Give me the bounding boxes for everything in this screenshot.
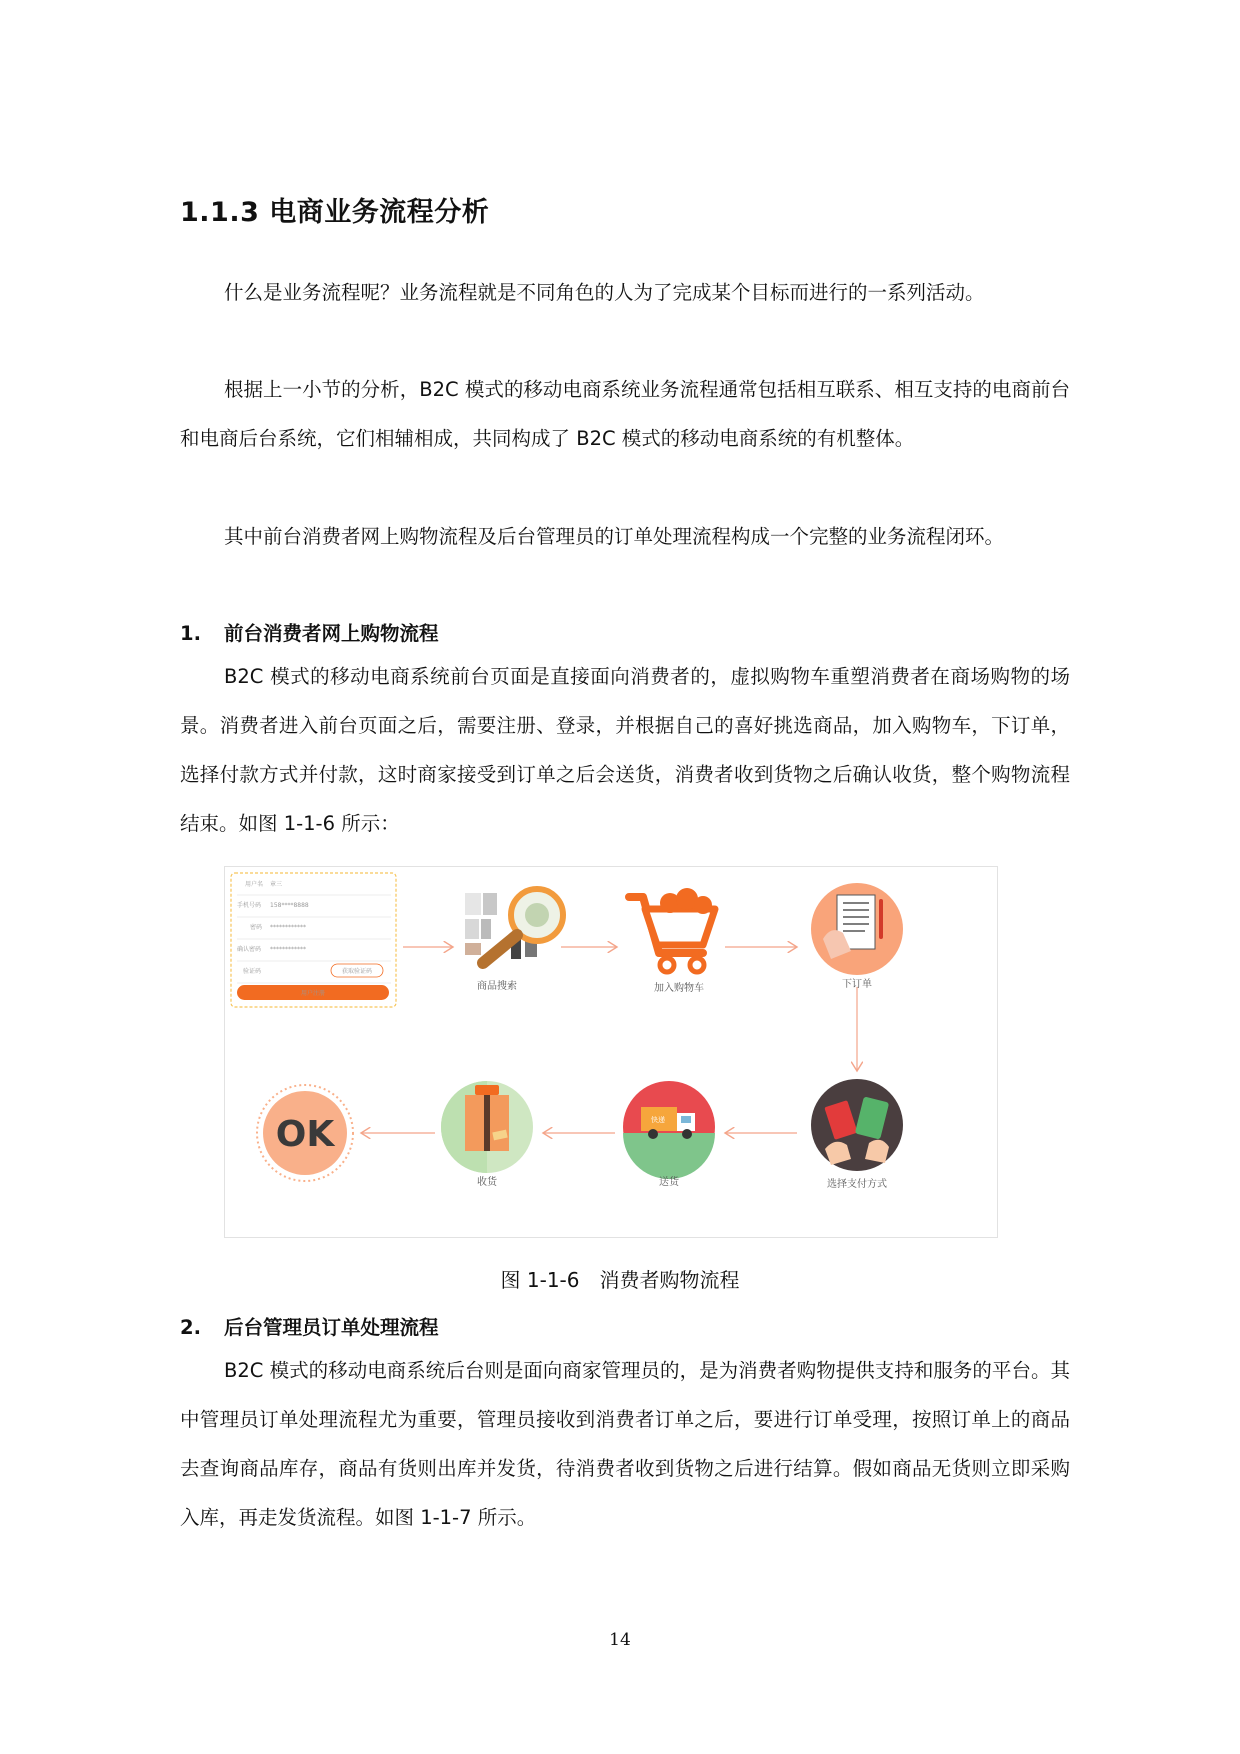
paragraph-backend-flow: B2C 模式的移动电商系统后台则是面向商家管理员的，是为消费者购物提供支持和服务的平台。其中管理员订单处理流程尤为重要，管理员接收到消费者订单之后，要进行订单受理，按照订单上的商品去查询商品库存，商品有货则出库并发货，待消费者收到货物之后进行结算。假如商品无货则立即采购入库，再走发货流程。如图 1-1-7 所示。 (180, 1359, 1070, 1529)
truck-text: 快递 (651, 1116, 665, 1124)
cart-label: 加入购物车 (654, 983, 704, 994)
registration-form (231, 873, 396, 1007)
figure-caption-text: 消费者购物流程 (599, 1268, 740, 1292)
subheading-2-text: 后台管理员订单处理流程 (224, 1316, 439, 1339)
form-confirm-label: 确认密码 (237, 946, 262, 953)
payment-icon (811, 1079, 903, 1190)
search-label: 商品搜索 (477, 981, 517, 992)
form-password-value: ************ (270, 924, 306, 931)
form-phone-value: 158****8888 (270, 902, 309, 909)
figure-caption-number: 图 1-1-6 (500, 1268, 580, 1292)
cart-icon (629, 888, 715, 994)
register-button-label: 用户注册 (300, 990, 326, 997)
form-phone-label: 手机号码 (237, 902, 262, 909)
subheading-1-text: 前台消费者网上购物流程 (224, 622, 439, 645)
order-label: 下订单 (842, 979, 872, 990)
shopping-flow-figure (224, 866, 998, 1238)
form-confirm-value: ************ (270, 946, 306, 953)
paragraph-closed-loop: 其中前台消费者网上购物流程及后台管理员的订单处理流程构成一个完整的业务流程闭环。 (224, 525, 1005, 548)
ok-text: OK (275, 1114, 335, 1155)
ok-badge (257, 1085, 353, 1181)
receive-package-icon (441, 1081, 533, 1188)
order-icon (811, 883, 903, 990)
section-heading: 1.1.3 电商业务流程分析 (180, 197, 490, 228)
product-search-icon (465, 889, 563, 992)
form-username-label: 用户名 (245, 881, 264, 888)
page-number: 14 (609, 1630, 631, 1650)
subheading-2-number: 2. (180, 1316, 201, 1339)
pay-label: 选择支付方式 (827, 1179, 887, 1190)
ship-label: 送货 (659, 1177, 679, 1188)
paragraph-b2c-systems: 根据上一小节的分析，B2C 模式的移动电商系统业务流程通常包括相互联系、相互支持的电商前台和电商后台系统，它们相辅相成，共同构成了 B2C 模式的移动电商系统的有机整体。 (180, 378, 1070, 450)
figure-caption (0, 1264, 1240, 1293)
form-password-label: 密码 (250, 924, 263, 931)
receive-label: 收货 (477, 1177, 497, 1188)
shopping-flow-diagram (225, 867, 997, 1237)
subheading-1-number: 1. (180, 622, 201, 645)
form-username-value: 章三 (270, 881, 283, 888)
subheading-1 (180, 618, 439, 646)
form-code-label: 验证码 (243, 968, 262, 975)
get-code-button-label: 获取验证码 (341, 968, 373, 975)
shipping-truck-icon (623, 1081, 715, 1188)
paragraph-frontend-flow: B2C 模式的移动电商系统前台页面是直接面向消费者的，虚拟购物车重塑消费者在商场购物的场景。消费者进入前台页面之后，需要注册、登录，并根据自己的喜好挑选商品，加入购物车，下订单，选择付款方式并付款，这时商家接受到订单之后会送货，消费者收到货物之后确认收货，整个购物流程结束。如图 1-1-6 所示： (180, 665, 1070, 835)
subheading-2 (180, 1312, 439, 1340)
paragraph-intro: 什么是业务流程呢？业务流程就是不同角色的人为了完成某个目标而进行的一系列活动。 (224, 281, 985, 304)
